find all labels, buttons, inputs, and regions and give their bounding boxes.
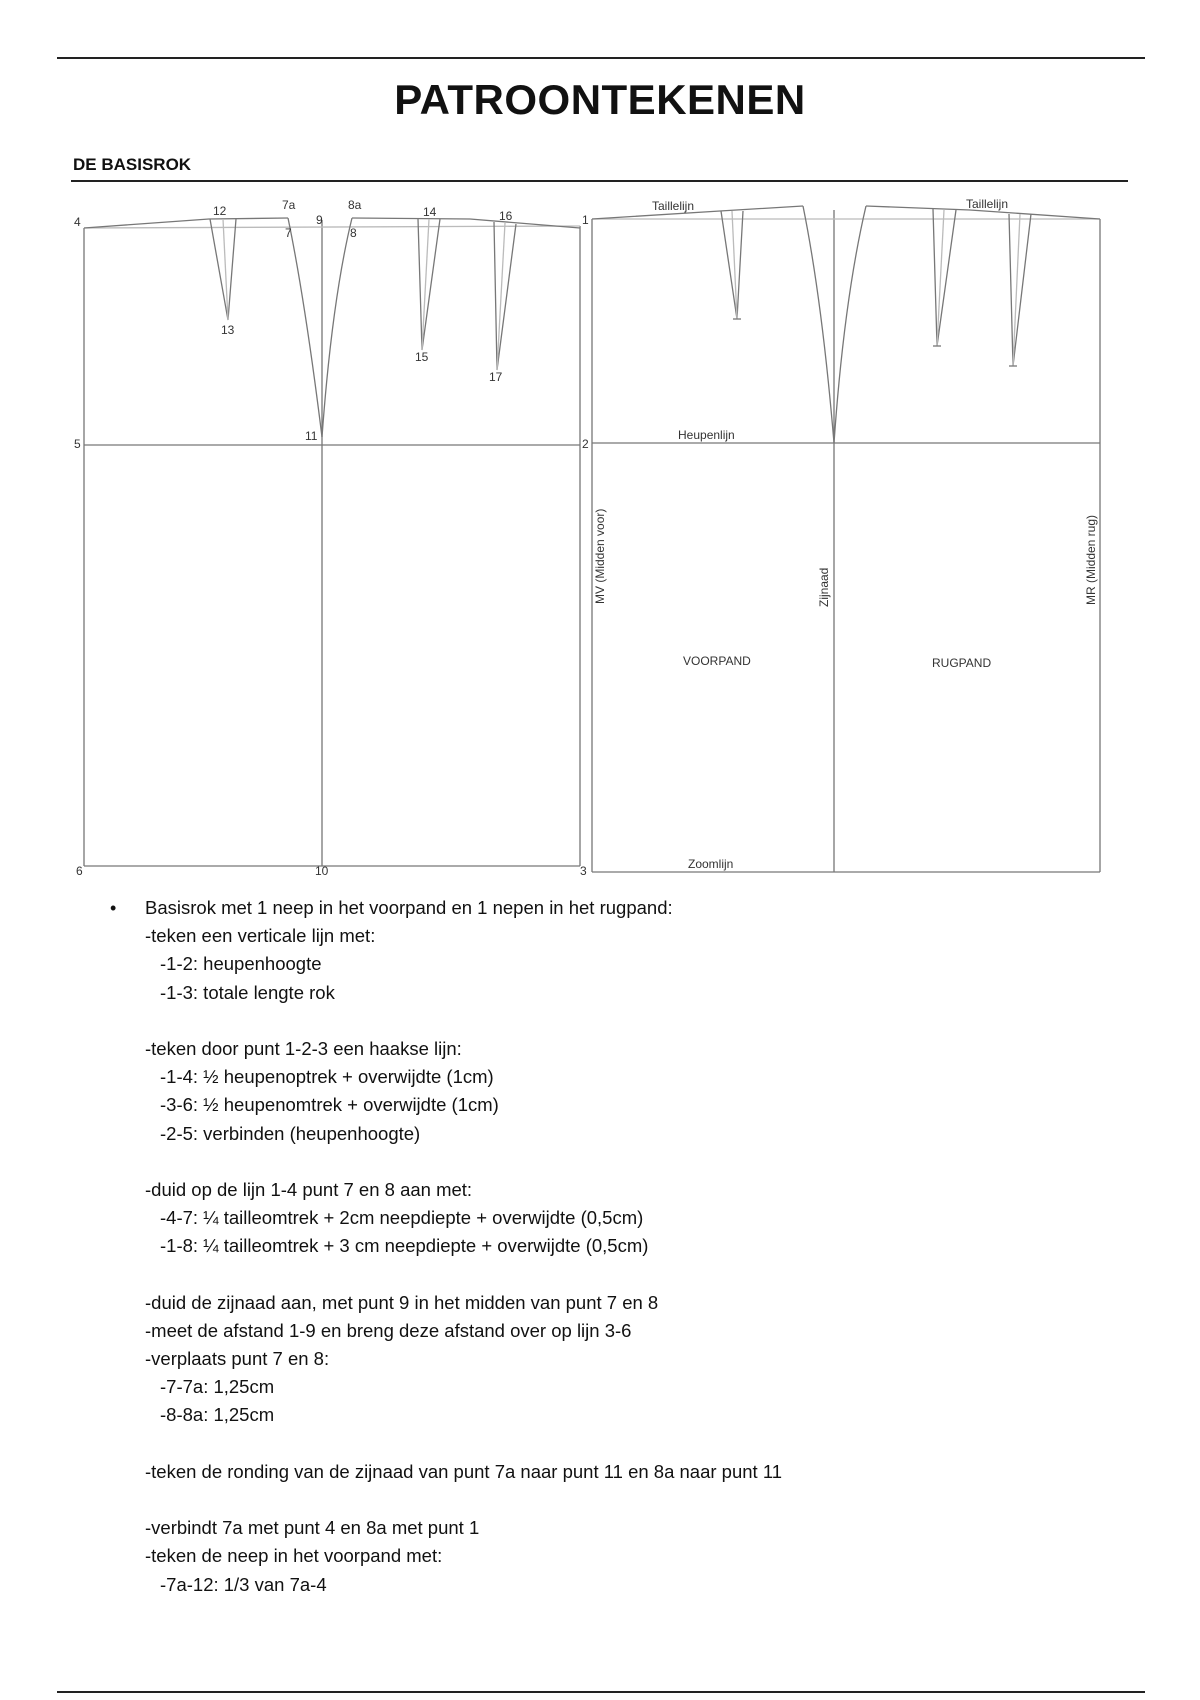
step-4-line-4: -7-7a: 1,25cm (160, 1376, 275, 1398)
step-4-line-2: -meet de afstand 1-9 en breng deze afstand over op lijn 3-6 (145, 1319, 632, 1341)
label-point-12: 12 (213, 204, 227, 218)
left-dart-3 (494, 222, 516, 370)
right-side-seam-curve-a (803, 206, 834, 443)
page-title: PATROONTEKENEN (394, 76, 806, 123)
left-side-seam-curve-a (288, 218, 322, 437)
left-dart-3-center (497, 223, 505, 370)
label-point-9: 9 (316, 213, 323, 227)
label-point-3: 3 (580, 864, 587, 878)
label-point-14: 14 (423, 205, 437, 219)
right-dart-back-1 (933, 209, 956, 346)
step-3-line-2: -1-8: ¼ tailleomtrek + 3 cm neepdiepte + overwijdte (0,5cm) (160, 1235, 649, 1257)
label-taillelijn-front: Taillelijn (652, 199, 695, 213)
step-6-line-1: -verbindt 7a met punt 4 en 8a met punt 1 (145, 1517, 480, 1539)
step-3-head: -duid op de lijn 1-4 punt 7 en 8 aan met: (145, 1178, 473, 1200)
left-waist-line (84, 218, 288, 228)
label-point-2: 2 (582, 437, 589, 451)
step-2-line-1: -1-4: ½ heupenoptrek + overwijdte (1cm) (160, 1066, 494, 1088)
label-point-7a: 7a (282, 198, 296, 212)
bottom-rule (57, 1691, 1145, 1693)
spacer (145, 1486, 1145, 1514)
right-waist-line-front (592, 206, 803, 219)
label-taillelijn-back: Taillelijn (966, 197, 1009, 211)
step-2-line-3: -2-5: verbinden (heupenhoogte) (160, 1122, 421, 1144)
step-1-line-2: -1-3: totale lengte rok (160, 981, 335, 1003)
left-waist-guide (84, 226, 580, 228)
intro-line: Basisrok met 1 neep in het voorpand en 1 nepen in het rugpand: (145, 897, 673, 918)
section-title: DE BASISROK (73, 155, 192, 174)
label-point-6: 6 (76, 864, 83, 878)
label-point-5: 5 (74, 437, 81, 451)
spacer (145, 1260, 1145, 1288)
left-dart-2 (418, 219, 440, 350)
label-point-15: 15 (415, 350, 429, 364)
step-1-head: -teken een verticale lijn met: (145, 925, 376, 947)
label-zoomlijn: Zoomlijn (688, 857, 734, 871)
label-point-4: 4 (74, 215, 81, 229)
label-voorpand: VOORPAND (683, 654, 751, 668)
step-6-line-2: -teken de neep in het voorpand met: (145, 1545, 443, 1567)
label-point-1: 1 (582, 213, 589, 227)
left-side-seam-curve-b (322, 218, 352, 437)
step-5-line-1: -teken de ronding van de zijnaad van punt 7a naar punt 11 en 8a naar punt 11 (145, 1460, 783, 1482)
label-point-8a: 8a (348, 198, 362, 212)
left-dart-1 (210, 219, 236, 320)
instructions (110, 894, 1145, 1599)
label-mr: MR (Midden rug) (1084, 514, 1098, 605)
step-3-line-1: -4-7: ¼ tailleomtrek + 2cm neepdiepte + overwijdte (0,5cm) (160, 1207, 644, 1229)
spacer (145, 1430, 1145, 1458)
label-point-16: 16 (499, 209, 513, 223)
label-point-17: 17 (489, 370, 503, 384)
right-dart-back-2-center (1013, 214, 1020, 366)
label-mv: MV (Midden voor) (593, 508, 607, 604)
label-point-7: 7 (285, 226, 292, 240)
spacer (145, 1148, 1145, 1176)
right-side-seam-curve-b (834, 206, 866, 443)
step-2-head: -teken door punt 1-2-3 een haakse lijn: (145, 1037, 462, 1059)
left-dart-2-center (422, 219, 429, 350)
step-4-line-5: -8-8a: 1,25cm (160, 1404, 275, 1426)
step-1-line-1: -1-2: heupenhoogte (160, 953, 322, 975)
step-4-line-3: -verplaats punt 7 en 8: (145, 1348, 330, 1369)
step-4-line-1: -duid de zijnaad aan, met punt 9 in het midden van punt 7 en 8 (145, 1291, 659, 1313)
spacer (145, 1007, 1145, 1035)
label-point-11: 11 (305, 429, 318, 443)
step-2-line-2: -3-6: ½ heupenomtrek + overwijdte (1cm) (160, 1094, 499, 1116)
label-zijnaad: Zijnaad (817, 567, 831, 607)
label-rugpand: RUGPAND (932, 656, 992, 670)
right-dart-front (721, 211, 743, 319)
bullet: • (110, 898, 117, 918)
label-point-8: 8 (350, 226, 357, 240)
right-dart-back-2 (1009, 214, 1031, 366)
label-heupenlijn: Heupenlijn (678, 428, 735, 442)
label-point-10: 10 (315, 864, 329, 878)
step-6-line-3: -7a-12: 1/3 van 7a-4 (160, 1573, 327, 1595)
label-point-13: 13 (221, 323, 235, 337)
